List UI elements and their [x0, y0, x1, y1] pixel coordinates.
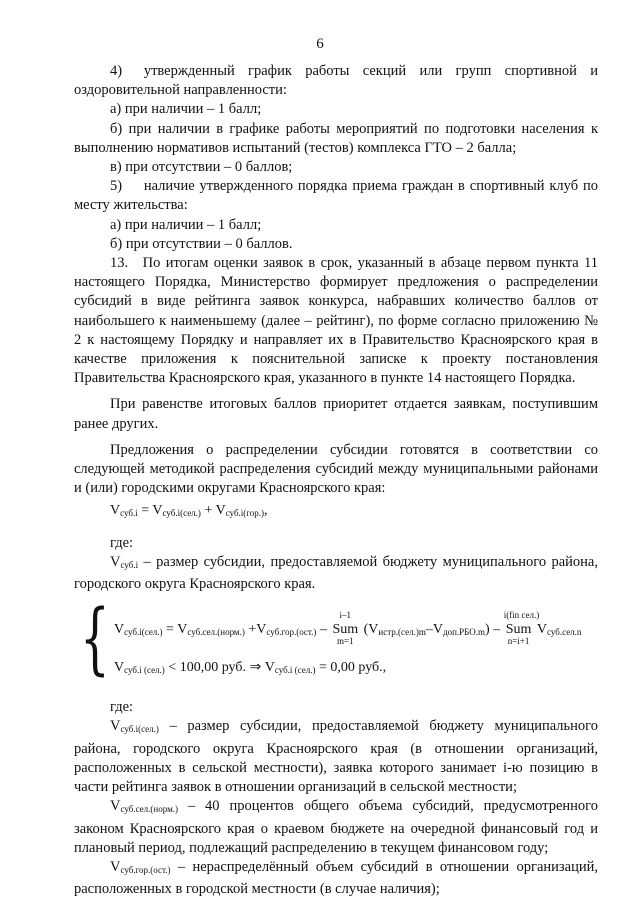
formula-min-threshold: $V_{суб.i (сел.)} < 100,00$ руб. ⇒ $V_{суб.i (сел.)} = 0,00$ руб.,: [114, 660, 387, 676]
item-4a: а) при наличии – 1 балл;: [110, 101, 262, 118]
where-label-2: где:: [110, 699, 134, 716]
item-4b: б) при наличии в графике работы мероприятий по подготовки населения к выполнению нормативов испытаний (тестов) комплекса ГТО – 2 балла;: [74, 120, 598, 156]
paragraph-equal-scores: При равенстве итоговых баллов приоритет отдается заявкам, поступившим ранее других.: [74, 396, 598, 432]
curly-brace-icon: {: [80, 594, 110, 685]
paragraph-4: 4) утвержденный график работы секций или групп спортивной и оздоровительной направленности:: [74, 63, 598, 99]
definition-v-sub-rural-norm: $V_{суб.сел.(норм.)} - 40$ процентов общего объема субсидий, предусмотренного законом Красноярского края о краевом бюджете на очередной финансовый год и плановый период, подлежащий распределению в текущем финансовом году;: [74, 798, 598, 856]
paragraph-5: 5) наличие утвержденного порядка приема граждан в спортивный клуб по месту жительства:: [74, 178, 598, 214]
paragraph-13: 13. По итогам оценки заявок в срок, указанный в абзаце первом пункта 11 настоящего Порядка, Министерство формирует предложения о распределении субсидий в виде рейтинга заявок конкурса, набравших количество баллов от наибольшего к наименьшему (далее – рейтинг), по форме согласно приложению № 2 к настоящему Порядку и направляет их в Правительство Красноярского края в качестве приложения к пояснительной записке к проекту постановления Правительства Красноярского края, указанного в пункте 14 настоящего Порядка.: [74, 255, 598, 387]
page-number: 6: [316, 36, 324, 52]
item-4c: в) при отсутствии – 0 баллов;: [110, 159, 293, 176]
formula-rural-subsidy: $V_{суб.i(сел.)} = V_{суб.сел.(норм.)} +V_{суб.гор.(ост.)}$ – i–1 Sum m=1 $(V_{истр.(сел.)m}-V_{доп.РБО.m})$ – i(fin сел.) Sum n=i+1 $V_{суб.сел.n}$: [114, 610, 582, 647]
sum-operator-2: i(fin сел.) Sum n=i+1: [503, 610, 540, 647]
definition-v-sub-urban-remainder: $V_{суб.гор.(ост.)}$ – нераспределённый объем субсидий в отношении организаций, расположенных в городской местности (в случае наличия);: [74, 858, 598, 898]
formula-total-subsidy: $V_{суб.i} = V_{суб.i(сел.)} + V_{суб.i(гор.)}$,: [110, 503, 268, 519]
paragraph-methodology: Предложения о распределении субсидии готовятся в соответствии со следующей методикой распределения субсидий между муниципальными районами и (или) городскими округами Красноярского края:: [74, 441, 598, 497]
sum-operator-1: i–1 Sum m=1: [332, 610, 359, 647]
definition-v-sub-i: $V_{суб.i}$ – размер субсидии, предоставляемой бюджету муниципального района, городского округа Красноярского края.: [74, 553, 598, 593]
document-body: [74, 62, 598, 899]
definition-v-sub-i-rural: $V_{суб.i(сел.)}$ – размер субсидии, предоставляемой бюджету муниципального района, городского округа Красноярского края (в отношении организаций, расположенных в сельской местности), заявка которого занимает i-ю позицию в части рейтинга заявок в отношении организаций в сельской местности;: [74, 718, 598, 796]
item-5a: а) при наличии – 1 балл;: [110, 216, 262, 233]
formula-system: [80, 594, 598, 688]
item-5b: б) при отсутствии – 0 баллов.: [110, 235, 293, 252]
where-label-1: где:: [110, 534, 134, 551]
